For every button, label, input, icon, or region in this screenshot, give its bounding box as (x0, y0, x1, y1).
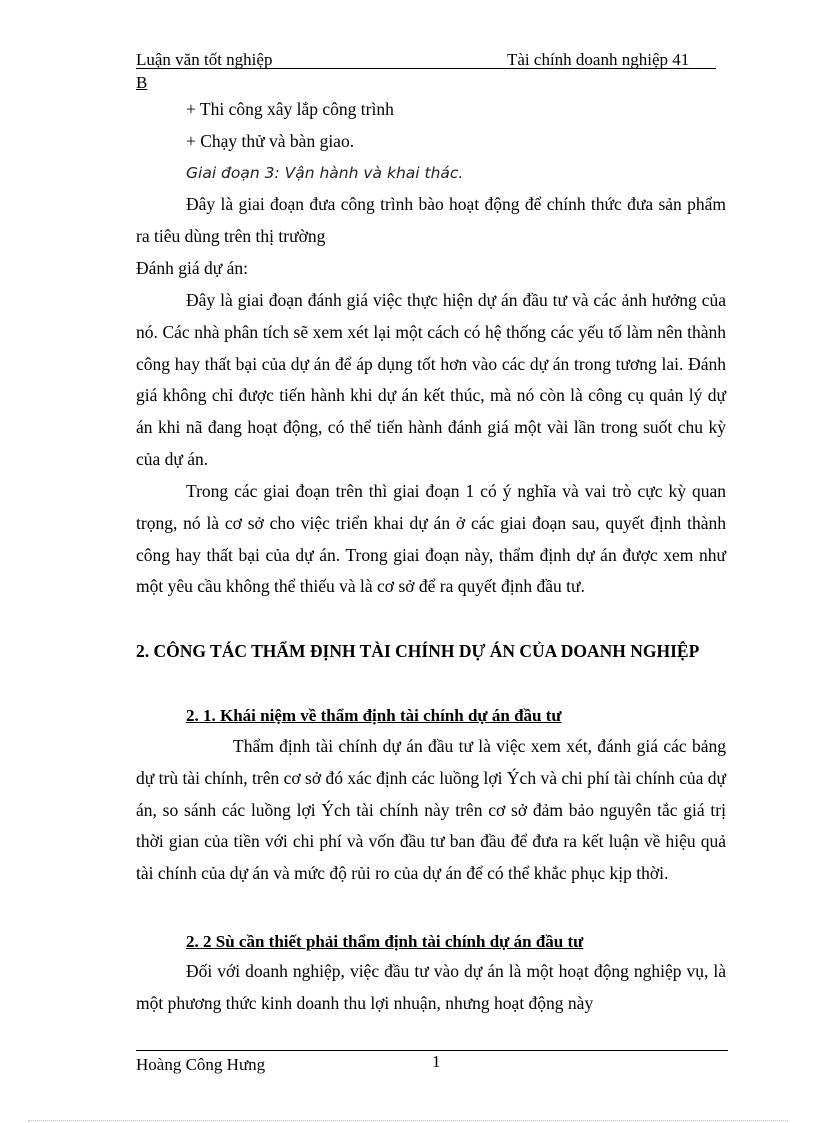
paragraph-stage-summary: Trong các giai đoạn trên thì giai đoạn 1 có ý nghĩa và vai trò cực kỳ quan trọng, nó là cơ sở cho việc triển khai dự án ở các giai đoạn sau, quyết định thành công hay thất bại của dự án. Trong giai đoạn này, thẩm định dự án được xem như một yêu cầu không thể thiếu và là cơ sở để ra quyết định đầu tư. (136, 481, 726, 597)
section-heading-2: 2. CÔNG TÁC THẨM ĐỊNH TÀI CHÍNH DỰ ÁN CỦA DOANH NGHIỆP (136, 641, 700, 661)
bullet-handover: + Chạy thử và bàn giao. (186, 131, 355, 151)
paragraph-definition: Thẩm định tài chính dự án đầu tư là việc xem xét, đánh giá các bảng dự trù tài chính, trên cơ sở đó xác định các luồng lợi Ých và chi phí tài chính của dự án, so sánh các luồng lợi Ých tài chính này trên cơ sở đảm bảo nguyên tắc giá trị thời gian của tiền với chi phí và vốn đầu tư ban đầu để đưa ra kết luận về hiệu quả tài chính của dự án và mức độ rủi ro của dự án để có thể khắc phục kịp thời. (136, 736, 726, 884)
header-rule (136, 68, 716, 69)
page-number: 1 (432, 1052, 441, 1071)
paragraph-evaluation: Đây là giai đoạn đánh giá việc thực hiện dự án đầu tư và các ảnh hưởng của nó. Các nhà phân tích sẽ xem xét lại một cách có hệ thống các yếu tố làm nên thành công hay thất bại của dự án để áp dụng tốt hơn vào các dự án trong tương lai. Đánh giá không chỉ được tiến hành khi dự án kết thúc, mà nó còn là công cụ quản lý dự án khi nã đang hoạt động, có thể tiến hành đánh giá một vài lần trong suốt chu kỳ của dự án. (136, 290, 726, 469)
bullet-construction: + Thi công xây lắp công trình (186, 99, 394, 119)
paragraph-necessity: Đối với doanh nghiệp, việc đầu tư vào dự án là một hoạt động nghiệp vụ, là một phương thức kinh doanh thu lợi nhuận, nhưng hoạt động này (136, 961, 726, 1013)
header-left-title: Luận văn tốt nghiệp (136, 50, 273, 69)
subsection-heading-2-1: 2. 1. Khái niệm về thẩm định tài chính dự án đầu tư (186, 706, 562, 725)
page-bottom-border (28, 1120, 788, 1121)
header-suffix: B (136, 73, 148, 92)
footer-rule (136, 1050, 728, 1051)
subsection-heading-2-2: 2. 2 Sù cần thiết phải thẩm định tài chính dự án đầu tư (186, 932, 584, 951)
header-right-title: Tài chính doanh nghiệp 41 (507, 50, 690, 69)
footer-author: Hoàng Công Hưng (136, 1055, 266, 1074)
paragraph-stage-3: Đây là giai đoạn đưa công trình bào hoạt động để chính thức đưa sản phẩm ra tiêu dùng trên thị trường (136, 194, 726, 246)
stage-3-title: Giai đoạn 3: Vận hành và khai thác. (186, 164, 464, 182)
evaluation-label: Đánh giá dự án: (136, 258, 249, 278)
